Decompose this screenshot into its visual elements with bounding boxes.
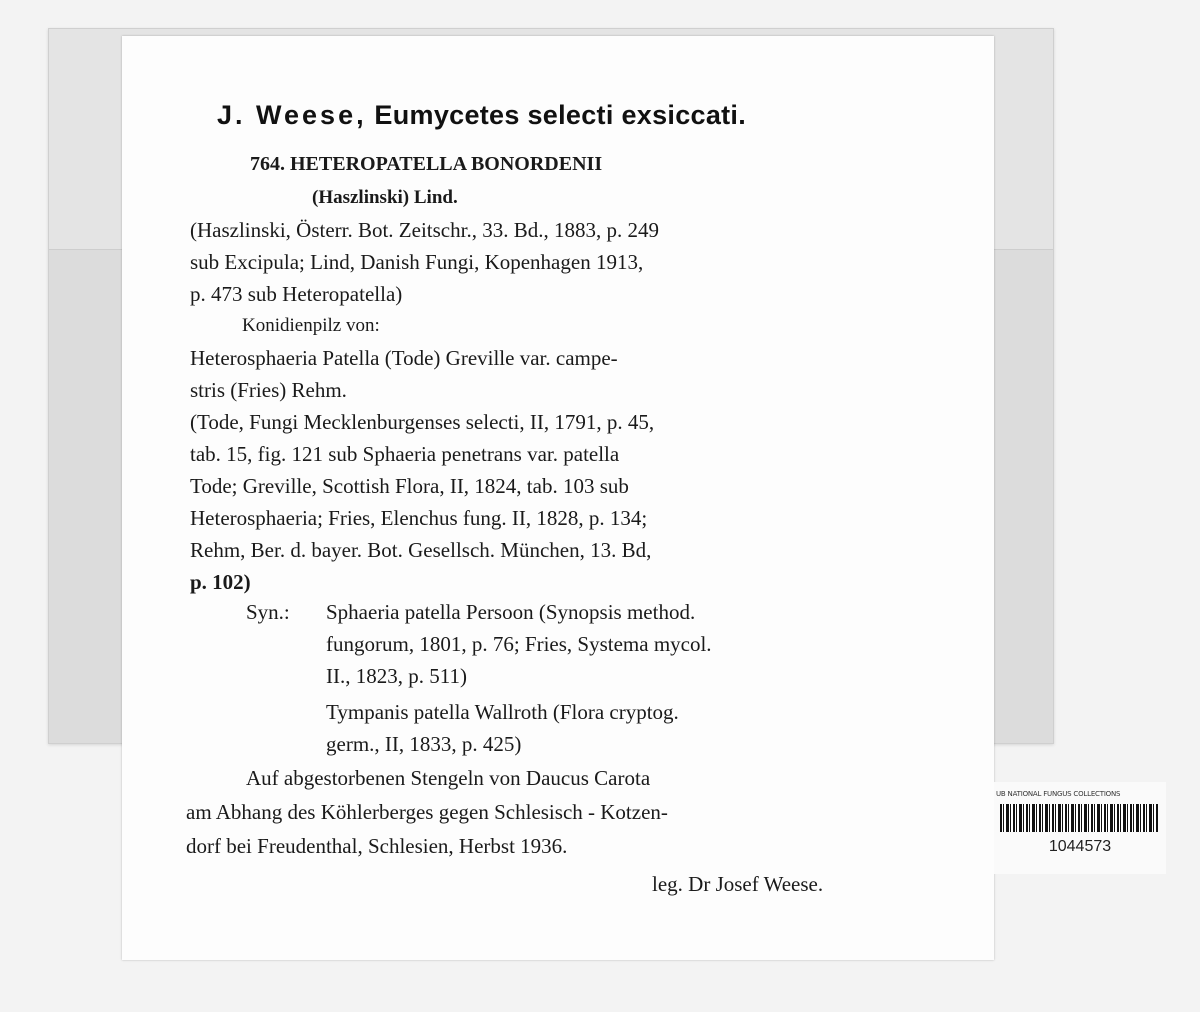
locality-line-2: am Abhang des Köhlerberges gegen Schlesisch - Kotzen- bbox=[186, 800, 668, 824]
title-series: Eumycetes selecti exsiccati. bbox=[374, 100, 747, 130]
synonym-2-line-1: Tympanis patella Wallroth (Flora cryptog. bbox=[326, 700, 679, 724]
host-citation-line-6: p. 102) bbox=[190, 570, 251, 594]
synonym-1-line-3: II., 1823, p. 511) bbox=[326, 664, 467, 688]
host-line-1: Heterosphaeria Patella (Tode) Greville var. campe- bbox=[190, 346, 618, 370]
collector-line: leg. Dr Josef Weese. bbox=[652, 872, 824, 896]
locality-line-3: dorf bei Freudenthal, Schlesien, Herbst 1936. bbox=[186, 834, 568, 858]
host-citation-line-2: tab. 15, fig. 121 sub Sphaeria penetrans var. patella bbox=[190, 442, 620, 466]
conidial-note: Konidienpilz von: bbox=[242, 315, 380, 336]
herbarium-label bbox=[122, 36, 994, 960]
locality-line-1: Auf abgestorbenen Stengeln von Daucus Carota bbox=[246, 766, 651, 790]
title-author: J. Weese, bbox=[217, 100, 367, 130]
host-line-2: stris (Fries) Rehm. bbox=[190, 378, 347, 402]
host-citation-line-3: Tode; Greville, Scottish Flora, II, 1824, tab. 103 sub bbox=[190, 474, 629, 498]
barcode-header: UB NATIONAL FUNGUS COLLECTIONS bbox=[996, 790, 1121, 798]
species-authority: (Haszlinski) Lind. bbox=[312, 187, 458, 208]
citation-line-2: sub Excipula; Lind, Danish Fungi, Kopenhagen 1913, bbox=[190, 250, 644, 274]
citation-line-3: p. 473 sub Heteropatella) bbox=[190, 282, 403, 306]
citation-line-1: (Haszlinski, Österr. Bot. Zeitschr., 33. Bd., 1883, p. 249 bbox=[190, 218, 659, 242]
host-citation-line-4: Heterosphaeria; Fries, Elenchus fung. II, 1828, p. 134; bbox=[190, 506, 648, 530]
barcode-label bbox=[994, 782, 1166, 874]
host-citation-line-5: Rehm, Ber. d. bayer. Bot. Gesellsch. München, 13. Bd, bbox=[190, 538, 652, 562]
label-title bbox=[217, 100, 917, 131]
barcode-bars bbox=[1000, 804, 1158, 832]
synonym-heading: Syn.: bbox=[246, 600, 290, 624]
species-number-name: 764. HETEROPATELLA BONORDENII bbox=[250, 153, 603, 175]
synonym-2-line-2: germ., II, 1833, p. 425) bbox=[326, 732, 522, 756]
synonym-1-line-1: Sphaeria patella Persoon (Synopsis method. bbox=[326, 600, 696, 624]
synonym-1-line-2: fungorum, 1801, p. 76; Fries, Systema mycol. bbox=[326, 632, 712, 656]
barcode-number: 1044573 bbox=[1048, 838, 1112, 855]
host-citation-line-1: (Tode, Fungi Mecklenburgenses selecti, II, 1791, p. 45, bbox=[190, 410, 655, 434]
